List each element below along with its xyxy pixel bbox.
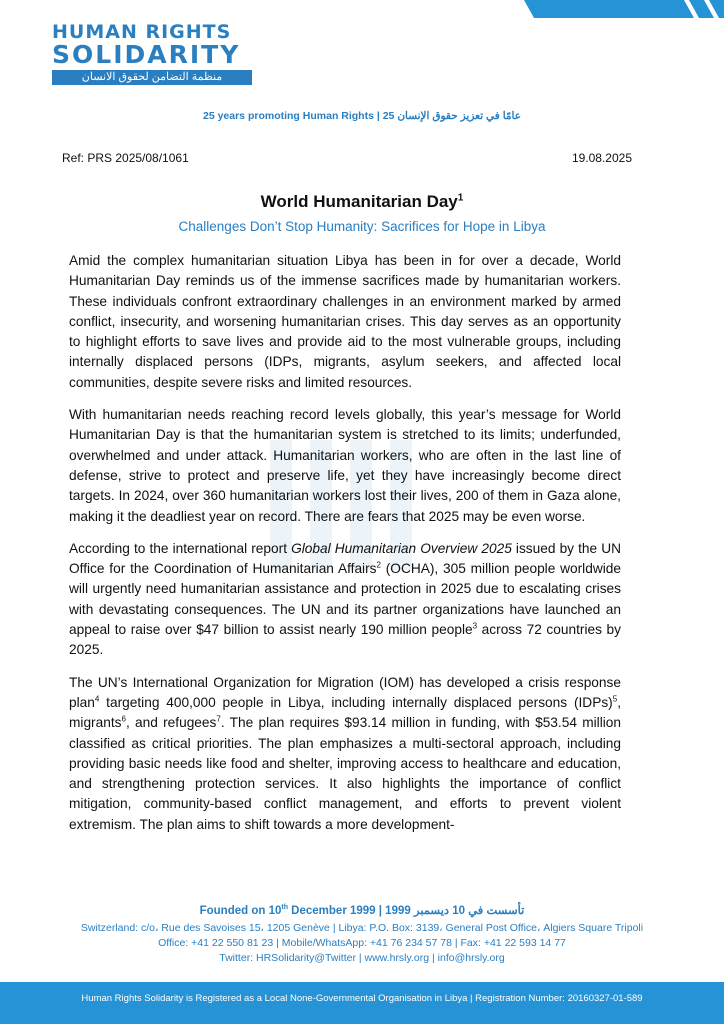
- paragraph-3: [69, 539, 621, 661]
- footer-contacts[interactable]: Twitter: HRSolidarity@Twitter | www.hrsly.org | info@hrsly.org: [219, 951, 505, 964]
- organization-logo: [52, 22, 257, 85]
- document-date: 19.08.2025: [571, 151, 632, 165]
- footnote-ref[interactable]: 7: [216, 714, 221, 724]
- logo-line-1: HUMAN RIGHTS: [52, 21, 232, 43]
- text-run: , and refugees: [125, 715, 217, 731]
- ordinal-suffix: th: [281, 904, 288, 911]
- paragraph-2: With humanitarian needs reaching record levels globally, this year’s message for World Humanitarian Day is that the humanitarian system is stretched to its limits; underfunded, overwhelmed and under attack. Humanitarian workers, who are often in the last line of defense, strive to protect and preserve life, yet they have increasingly become direct targets. In 2024, over 360 humanitarian workers lost their lives, 200 of them in Gaza alone, making it the deadliest year on record. There are fears that 2025 may be even worse.: [69, 407, 621, 524]
- tagline: 25 years promoting Human Rights | 25 عامًا في تعزيز حقوق الإنسان: [202, 110, 522, 122]
- footnote-ref[interactable]: 3: [472, 621, 478, 631]
- paragraph-4: [69, 673, 621, 835]
- footer-phones: Office: +41 22 550 81 23 | Mobile/WhatsApp: +41 76 234 57 78 | Fax: +41 22 593 14 77: [158, 936, 566, 949]
- logo-arabic-banner: منظمة التضامن لحقوق الانسان: [52, 70, 252, 85]
- text-run: Founded on 10: [199, 904, 282, 917]
- page-subtitle: Challenges Don’t Stop Humanity: Sacrifices for Hope in Libya: [178, 219, 546, 234]
- footer-address: Switzerland: c/o، Rue des Savoises 15، 1205 Genève | Libya: P.O. Box: 3139، General Post Office، Algiers Square Tripoli: [80, 921, 644, 934]
- paragraph-1: Amid the complex humanitarian situation Libya has been in for over a decade, World Humanitarian Day reminds us of the immense sacrifices made by humanitarian workers. These individuals confront extraordinary challenges in an environment marked by armed conflict, insecurity, and worsening humanitarian crises. This day serves as an opportunity to highlight efforts to save lives and provide aid to the most vulnerable groups, including internally displaced persons (IDPs, migrants, asylum seekers, and affected local communities, despite severe risks and limited resources.: [69, 253, 621, 390]
- text-run: issued by the UN Office for the Coordination of Humanitarian Affairs: [69, 540, 622, 577]
- title-text: World Humanitarian Day: [260, 192, 458, 211]
- footnote-ref[interactable]: 2: [376, 560, 381, 570]
- text-run: The UN’s International Organization for Migration (IOM) has developed a crisis response plan: [69, 674, 621, 710]
- text-run: across 72 countries by 2025.: [69, 622, 621, 658]
- reference-number: Ref: PRS 2025/08/1061: [62, 151, 189, 165]
- report-title: Global Humanitarian Overview 2025: [291, 540, 512, 556]
- text-run: According to the international report: [69, 540, 292, 556]
- footer: [62, 900, 662, 966]
- text-run: (OCHA), 305 million people worldwide will urgently need humanitarian assistance and protection in 2025 due to escalating crises with devastating consequences. The UN and its partner organizations have launched an appeal to raise over $47 billion to assist nearly 190 million people: [69, 561, 621, 638]
- footnote-ref[interactable]: 4: [94, 694, 100, 704]
- text-run: . The plan requires $93.14 million in funding, with $53.54 million classified as critical priorities. The plan emphasizes a multi-sectoral approach, including providing basic needs like food and shelter, improving access to healthcare and education, and strengthening protection services. It also highlights the importance of conflict mitigation, community-based conflict management, and efforts to prevent violent extremism. The plan aims to shift towards a more development-: [69, 715, 622, 832]
- text-run: , migrants: [69, 694, 621, 731]
- text-run: December 1999 | 1999 تأسست في 10 ديسمبر: [287, 904, 525, 917]
- document-body: [69, 251, 621, 847]
- footnote-ref[interactable]: 6: [121, 714, 126, 724]
- footnote-ref[interactable]: 5: [612, 694, 618, 704]
- text-run: targeting 400,000 people in Libya, including internally displaced persons (IDPs): [99, 694, 613, 710]
- page-title: [0, 192, 724, 212]
- registration-bar: Human Rights Solidarity is Registered as a Local None-Governmental Organisation in Libya | Registration Number: 20160327-01-589: [0, 982, 724, 1024]
- founded-line: [62, 900, 662, 919]
- header-stripes-decoration: [524, 0, 724, 18]
- logo-line-2: SOLIDARITY: [52, 40, 241, 69]
- footnote-ref[interactable]: 1: [457, 192, 464, 204]
